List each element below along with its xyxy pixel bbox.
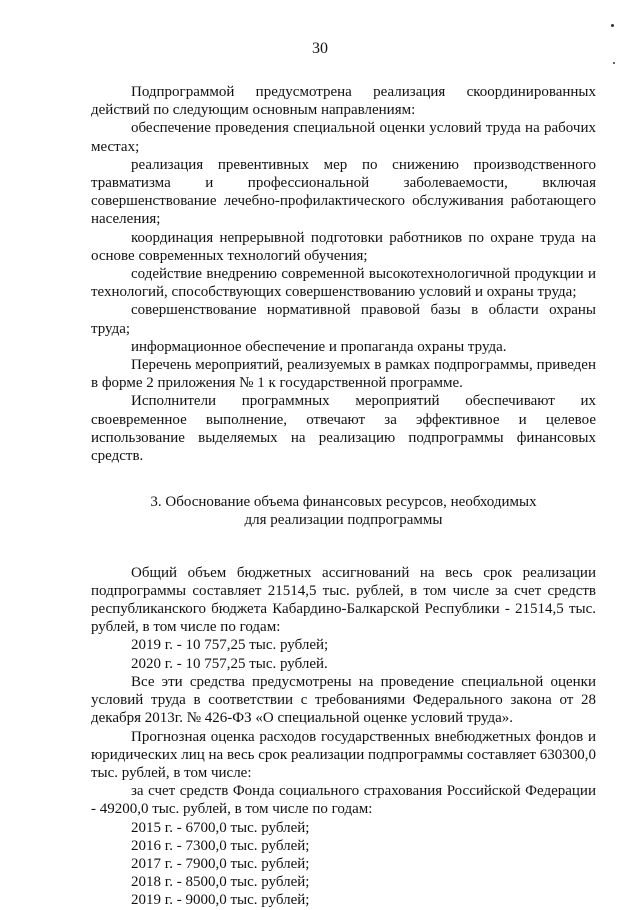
- paragraph-purpose: Все эти средства предусмотрены на проведение специальной оценки условий труда в соответствии с требованиями Федерального закона от 28 декабря 2013г. № 426-ФЗ «О специальной оценке условий труда».: [91, 673, 596, 727]
- paragraph-intro: Подпрограммой предусмотрена реализация скоординированных действий по следующим основным направлениям:: [91, 84, 596, 119]
- fss-year-line: 2015 г. - 6700,0 тыс. рублей;: [131, 819, 310, 836]
- list-item: обеспечение проведения специальной оценки условий труда на рабочих местах;: [91, 120, 596, 155]
- list-item: координация непрерывной подготовки работников по охране труда на основе современных технологий обучения;: [91, 229, 596, 264]
- page-body: [91, 83, 596, 910]
- scan-artifact: [611, 24, 614, 27]
- list-item: совершенствование нормативной правовой базы в области охраны труда;: [91, 302, 596, 337]
- fss-year-line: 2017 г. - 7900,0 тыс. рублей;: [131, 855, 310, 872]
- budget-year-line: 2020 г. - 10 757,25 тыс. рублей.: [131, 655, 328, 672]
- list-item: реализация превентивных мер по снижению производственного травматизма и профессиональной заболеваемости, включая совершенствование лечебно-профилактического обслуживания работающего населения;: [91, 156, 596, 228]
- paragraph-measures: Перечень мероприятий, реализуемых в рамках подпрограммы, приведен в форме 2 приложения № 1 к государственной программе.: [91, 357, 596, 392]
- fss-year-line: 2016 г. - 7300,0 тыс. рублей;: [131, 837, 310, 854]
- page-number: 30: [312, 40, 328, 57]
- fss-year-line: 2019 г. - 9000,0 тыс. рублей;: [131, 892, 310, 909]
- paragraph-executors: Исполнители программных мероприятий обеспечивают их своевременное выполнение, отвечают за эффективное и целевое использование выделяемых на реализацию подпрограммы финансовых средств.: [91, 393, 596, 465]
- paragraph-fss: за счет средств Фонда социального страхования Российской Федерации - 49200,0 тыс. рублей, в том числе по годам:: [91, 783, 596, 818]
- section-heading: [91, 493, 596, 529]
- section-heading-line1: 3. Обоснование объема финансовых ресурсов, необходимых: [150, 494, 537, 511]
- fss-year-line: 2018 г. - 8500,0 тыс. рублей;: [131, 874, 310, 891]
- list-item: информационное обеспечение и пропаганда охраны труда.: [131, 338, 507, 355]
- paragraph-forecast: Прогнозная оценка расходов государственных внебюджетных фондов и юридических лиц на весь срок реализации подпрограммы составляет 630300,0 тыс. рублей, в том числе:: [91, 728, 596, 781]
- section-heading-line2: для реализации подпрограммы: [244, 512, 443, 529]
- list-item: содействие внедрению современной высокотехнологичной продукции и технологий, способствующих совершенствованию условий и охраны труда;: [91, 266, 596, 301]
- paragraph-budget: Общий объем бюджетных ассигнований на весь срок реализации подпрограммы составляет 21514,5 тыс. рублей, в том числе за счет средств республиканского бюджета Кабардино-Балкарской Республики - 21514,5 тыс. рублей, в том числе по годам:: [91, 564, 596, 636]
- budget-year-line: 2019 г. - 10 757,25 тыс. рублей;: [131, 637, 329, 654]
- scan-artifact: [613, 62, 615, 64]
